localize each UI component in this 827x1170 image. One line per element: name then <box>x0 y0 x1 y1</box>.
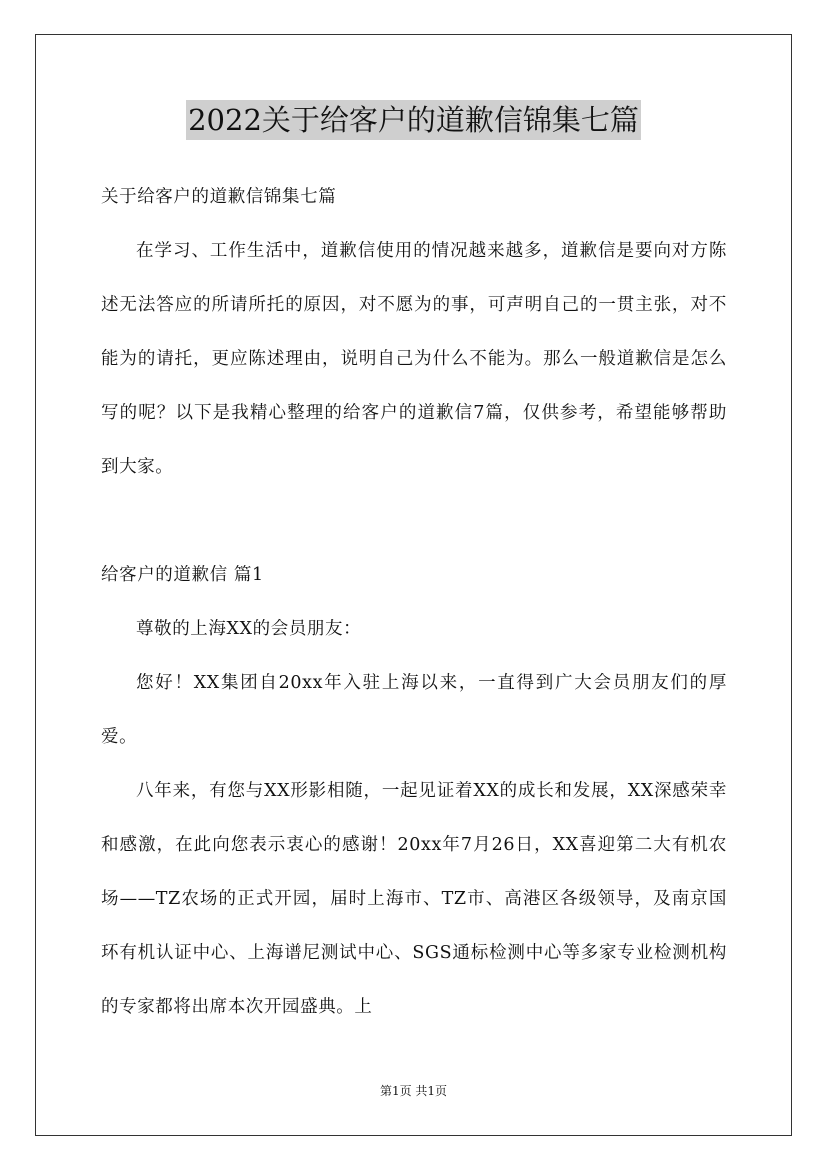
intro-paragraph: 在学习、工作生活中，道歉信使用的情况越来越多，道歉信是要向对方陈述无法答应的所请所托的原因，对不愿为的事，可声明自己的一贯主张，对不能为的请托，更应陈述理由，说明自己为什么不能为。那么一般道歉信是怎么写的呢？以下是我精心整理的给客户的道歉信7篇，仅供参考，希望能够帮助到大家。 <box>101 241 727 477</box>
page-footer <box>0 1082 827 1100</box>
subtitle: 关于给客户的道歉信锦集七篇 <box>101 187 337 207</box>
section-heading: 给客户的道歉信 篇1 <box>101 565 264 585</box>
paragraph-2: 八年来，有您与XX形影相随，一起见证着XX的成长和发展，XX深感荣幸和感激，在此向您表示衷心的感谢！20xx年7月26日，XX喜迎第二大有机农场——TZ农场的正式开园，届时上海市、TZ市、高港区各级领导，及南京国环有机认证中心、上海谱尼测试中心、SGS通标检测中心等多家专业检测机构的专家都将出席本次开园盛典。上 <box>101 781 727 1017</box>
document-body <box>101 170 727 1034</box>
document-title-wrapper <box>0 100 827 140</box>
paragraph-gap <box>101 494 727 548</box>
page-number: 第1页 共1页 <box>379 1084 448 1098</box>
salutation: 尊敬的上海XX的会员朋友： <box>136 619 362 639</box>
paragraph-1: 您好！XX集团自20xx年入驻上海以来，一直得到广大会员朋友们的厚爱。 <box>101 673 727 747</box>
document-title: 2022关于给客户的道歉信锦集七篇 <box>186 100 641 140</box>
